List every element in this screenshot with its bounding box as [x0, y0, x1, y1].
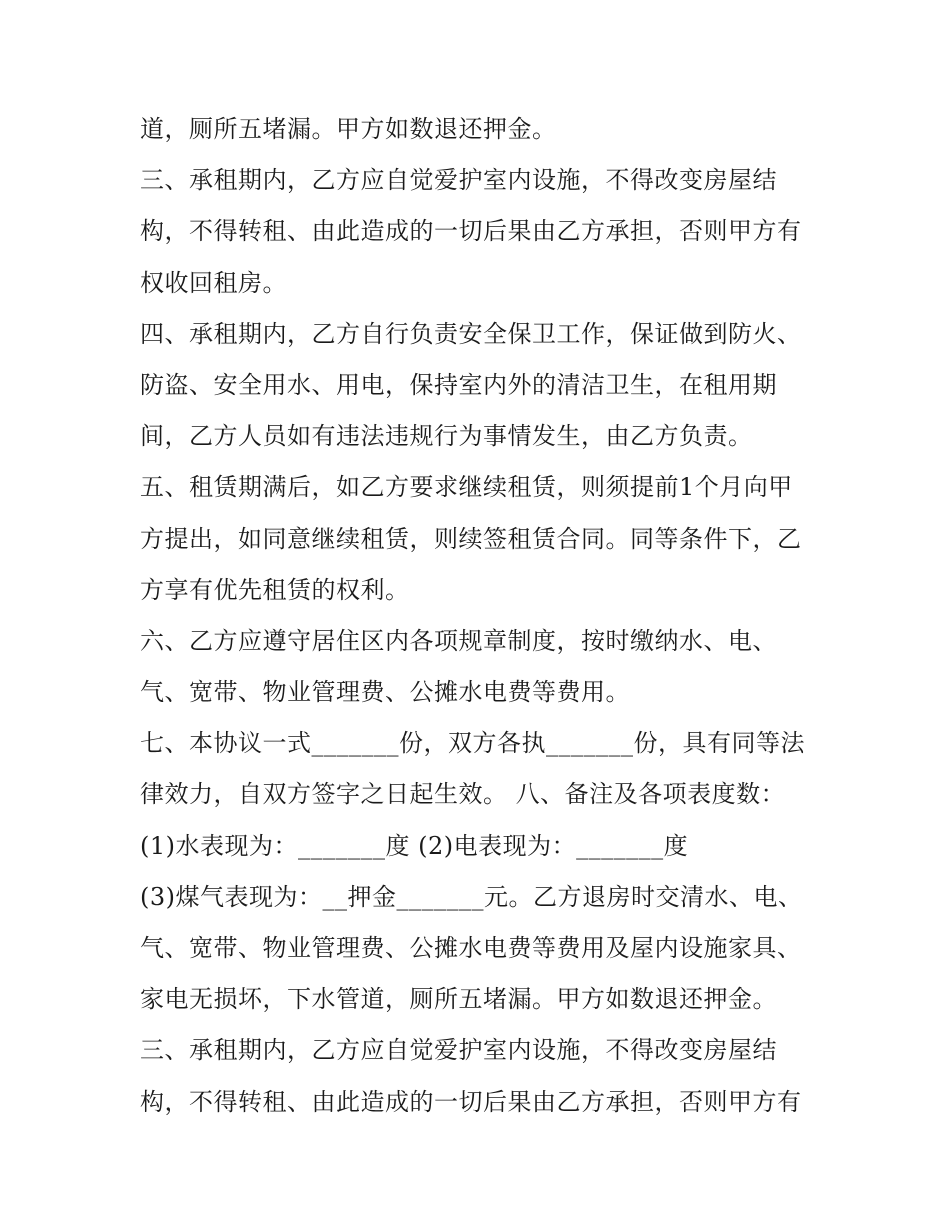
text-line: 七、本协议一式_______份，双方各执_______份，具有同等法: [140, 729, 805, 758]
text-line: (1)水表现为：_______度 (2)电表现为：_______度: [140, 831, 689, 860]
contract-text: [140, 104, 840, 1128]
text-line: 气、宽带、物业管理费、公摊水电费等费用及屋内设施家具、: [140, 934, 802, 962]
text-line: 方提出，如同意继续租赁，则续签租赁合同。同等条件下，乙: [140, 524, 802, 553]
text-line: 四、承租期内，乙方自行负责安全保卫工作，保证做到防火、: [140, 319, 802, 348]
text-line: 权收回租房。: [140, 268, 287, 297]
text-line: 家电无损坏，下水管道，厕所五堵漏。甲方如数退还押金。: [140, 985, 777, 1014]
text-line: 方享有优先租赁的权利。: [140, 575, 410, 604]
text-line: 构，不得转租、由此造成的一切后果由乙方承担，否则甲方有: [140, 217, 802, 246]
text-line: 三、承租期内，乙方应自觉爱护室内设施，不得改变房屋结: [140, 1036, 777, 1065]
text-line: 五、租赁期满后，如乙方要求继续租赁，则须提前1个月向甲: [140, 473, 793, 502]
text-line: 三、承租期内，乙方应自觉爱护室内设施，不得改变房屋结: [140, 166, 777, 195]
text-line: 道，厕所五堵漏。甲方如数退还押金。: [140, 115, 557, 143]
text-line: 六、乙方应遵守居住区内各项规章制度，按时缴纳水、电、: [140, 626, 777, 655]
text-line: (3)煤气表现为：__押金_______元。乙方退房时交清水、电、: [140, 882, 803, 911]
text-line: 间，乙方人员如有违法违规行为事情发生，由乙方负责。: [140, 422, 753, 451]
text-line: 律效力，自双方签字之日起生效。 八、备注及各项表度数：: [140, 780, 786, 809]
text-line: 气、宽带、物业管理费、公摊水电费等费用。: [140, 678, 630, 707]
text-line: 构，不得转租、由此造成的一切后果由乙方承担，否则甲方有: [140, 1087, 802, 1116]
text-line: 防盗、安全用水、用电，保持室内外的清洁卫生，在租用期: [140, 370, 777, 399]
